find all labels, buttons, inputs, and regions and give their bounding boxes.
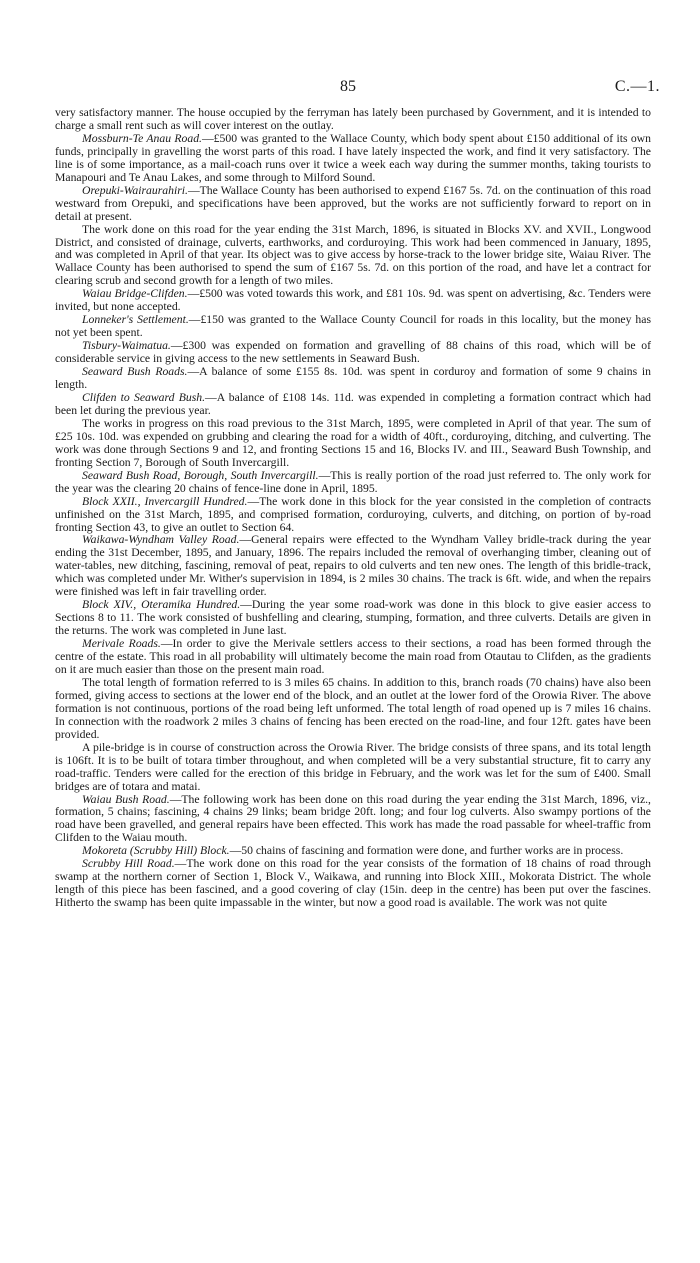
paragraph [55,794,651,846]
paragraph-text: —The following work has been done on this road during the year ending the 31st March, 1896, viz., formation, 5 chains; fascining, 4 chains 29 links; beam bridge 20ft. long; and four log culverts. Also swampy portions of the road have been gravelled, and general repairs have been effected. This work has made the road passable for wheel-traffic from Clifden to the Waiau mouth. [55,792,651,845]
paragraph [55,340,651,366]
paragraph [55,314,651,340]
paragraph-heading: Mokoreta (Scrubby Hill) Block. [82,844,230,858]
paragraph [55,418,651,470]
paragraph [55,288,651,314]
paragraph-text: —During the year some road-work was done in this block to give easier access to Sections 8 to 11. The work consisted of bushfelling and clearing, stumping, formation, and three culverts. Details are given in the returns. The work was completed in June last. [55,598,651,638]
paragraph-text: —The work done on this road for the year consists of the formation of 18 chains of road through swamp at the northern corner of Section 1, Block V., Waikawa, and running into Block XIII., Mokorata District. The whole length of this piece has been fascined, and a good covering of clay (15in. deep in the centre) has been put over the fascines. Hitherto the swamp has been quite impassable in the winter, but now a good road is available. The work was not quite [55,857,652,910]
paragraph-text: The work done on this road for the year ending the 31st March, 1896, is situated in Blocks XV. and XVII., Longwood District, and consisted of drainage, culverts, earthworks, and corduroying. This work had been commenced in January, 1895, and was completed in April of that year. Its object was to give access by horse-track to the lower bridge site, Waiau River. The Wallace County has been authorised to spend the sum of £167 5s. 7d. on this portion of the road, and have let a contract for clearing scrub and second growth for a length of two miles. [55,222,651,288]
paragraph [55,392,651,418]
paragraph-text: —In order to give the Merivale settlers access to their sections, a road has been formed through the centre of the estate. This road in all probability will ultimately become the main road from Otautau to Clifden, as the gradients on it are much easier than those on the present main road. [55,637,652,676]
paragraph-text: —General repairs were effected to the Wyndham Valley bridle-track during the year ending the 31st December, 1895, and January, 1896. The repairs included the removal of overhanging timber, cleaning out of water-tables, new ditching, fascining, removal of peat, repairs to old culverts and ten new ones. The length of this bridle-track, which was completed under Mr. Wither's supervision in 1894, is 2 miles 30 chains. The track is 6ft. wide, and when the repairs were finished was left in fair travelling order. [55,533,651,599]
paragraph [55,496,651,535]
paragraph [55,638,651,677]
paragraph-text: —£150 was granted to the Wallace County Council for roads in this locality, but the money has not yet been spent. [55,313,651,340]
paragraph-text: The total length of formation referred to is 3 miles 65 chains. In addition to this, branch roads (70 chains) have also been formed, giving access to sections at the lower end of the block, and an outlet at the lower ford of the Orowia River. The above formation is not continuous, portions of the road being left unformed. The total length of road opened up is 7 miles 16 chains. In connection with the roadwork 2 miles 3 chains of fencing has been erected on the road-line, and four 12ft. gates have been provided. [55,675,651,741]
paragraph-heading: Waikawa-Wyndham Valley Road. [82,533,240,547]
paragraph-heading: Seaward Bush Roads. [82,365,188,379]
paragraph-heading: Block XIV., Oteramika Hundred. [82,598,241,612]
paragraph-text: —A balance of some £155 8s. 10d. was spent in corduroy and formation of some 9 chains in length. [55,365,651,392]
paragraph [55,599,651,638]
paragraph-heading: Lonneker's Settlement. [82,313,189,327]
body-text [55,107,651,910]
page-header [0,78,700,100]
paragraph-text: —This is really portion of the road just referred to. The only work for the year was the clearing 20 chains of fence-line done in April, 1895. [55,468,651,495]
paragraph [55,185,651,224]
paragraph-heading: Scrubby Hill Road. [82,857,175,871]
paragraph [55,534,651,599]
paragraph [55,224,651,289]
paragraph [55,470,651,496]
paragraph-text: —50 chains of fascining and formation were done, and further works are in process. [229,844,624,858]
paragraph-text: —The Wallace County has been authorised to expend £167 5s. 7d. on the continuation of this road westward from Orepuki, and specifications have been approved, but the works are not sufficiently forward to report on in detail at present. [55,183,651,223]
page-number: 85 [340,78,356,95]
paragraph-heading: Seaward Bush Road, Borough, South Invercargill. [82,468,319,482]
paragraph-text: very satisfactory manner. The house occupied by the ferryman has lately been purchased by Government, and it is intended to charge a small rent such as will cover interest on the outlay. [55,106,651,132]
paragraph-text: The works in progress on this road previous to the 31st March, 1895, were completed in April of that year. The sum of £25 10s. 10d. was expended on grubbing and clearing the road for a width of 40ft., corduroying, ditching, and culverting. The work was done through Sections 9 and 12, and fronting Sections 15 and 16, Blocks IV. and III., Seaward Bush Township, and fronting Section 7, Borough of South Invercargill. [55,416,651,469]
paragraph [55,858,651,910]
series-number: C.—1. [614,78,660,95]
paragraph-heading: Block XXII., Invercargill Hundred. [82,494,248,508]
paragraph-heading: Mossburn-Te Anau Road. [82,131,202,145]
paragraph-text: A pile-bridge is in course of construction across the Orowia River. The bridge consists of three spans, and its total length is 106ft. It is to be built of totara timber throughout, and when completed will be a very substantial structure, fit to carry any road-traffic. Tenders were called for the erection of this bridge in February, and the work was let for the sum of £400. Small bridges are of totara and matai. [55,740,651,793]
paragraph [55,677,651,742]
paragraph [55,107,651,133]
paragraph [55,742,651,794]
paragraph-text: —The work done in this block for the year consisted in the completion of contracts unfinished on the 31st March, 1895, and comprised formation, corduroying, culverts, and ditching, on portion of by-road fronting Section 43, to give an outlet to Section 64. [55,494,651,534]
paragraph-text: —A balance of £108 14s. 11d. was expended in completing a formation contract which had been let during the previous year. [55,390,651,417]
paragraph [55,366,651,392]
paragraph-heading: Orepuki-Wairaurahiri. [82,183,188,197]
paragraph-heading: Waiau Bridge-Clifden. [82,287,188,301]
paragraph-heading: Merivale Roads. [82,637,161,651]
paragraph-heading: Clifden to Seaward Bush. [82,390,206,404]
paragraph [55,133,651,185]
paragraph-heading: Tisbury-Waimatua. [82,339,171,353]
paragraph-text: —£300 was expended on formation and gravelling of 88 chains of this road, which will be of considerable service in giving access to the new settlements in Seaward Bush. [55,339,651,366]
paragraph-text: —£500 was granted to the Wallace County, which body spent about £150 additional of its own funds, principally in gravelling the worst parts of this road. I have lately inspected the work, and find it very satisfactory. The line is of some importance, as a mail-coach runs over it twice a week each way during the summer months, taking tourists to Manapouri and Te Anau Lakes, and some through to Milford Sound. [55,131,651,184]
paragraph-heading: Waiau Bush Road. [82,792,170,806]
paragraph-text: —£500 was voted towards this work, and £81 10s. 9d. was spent on advertising, &c. Tenders were invited, but none accepted. [55,287,651,314]
